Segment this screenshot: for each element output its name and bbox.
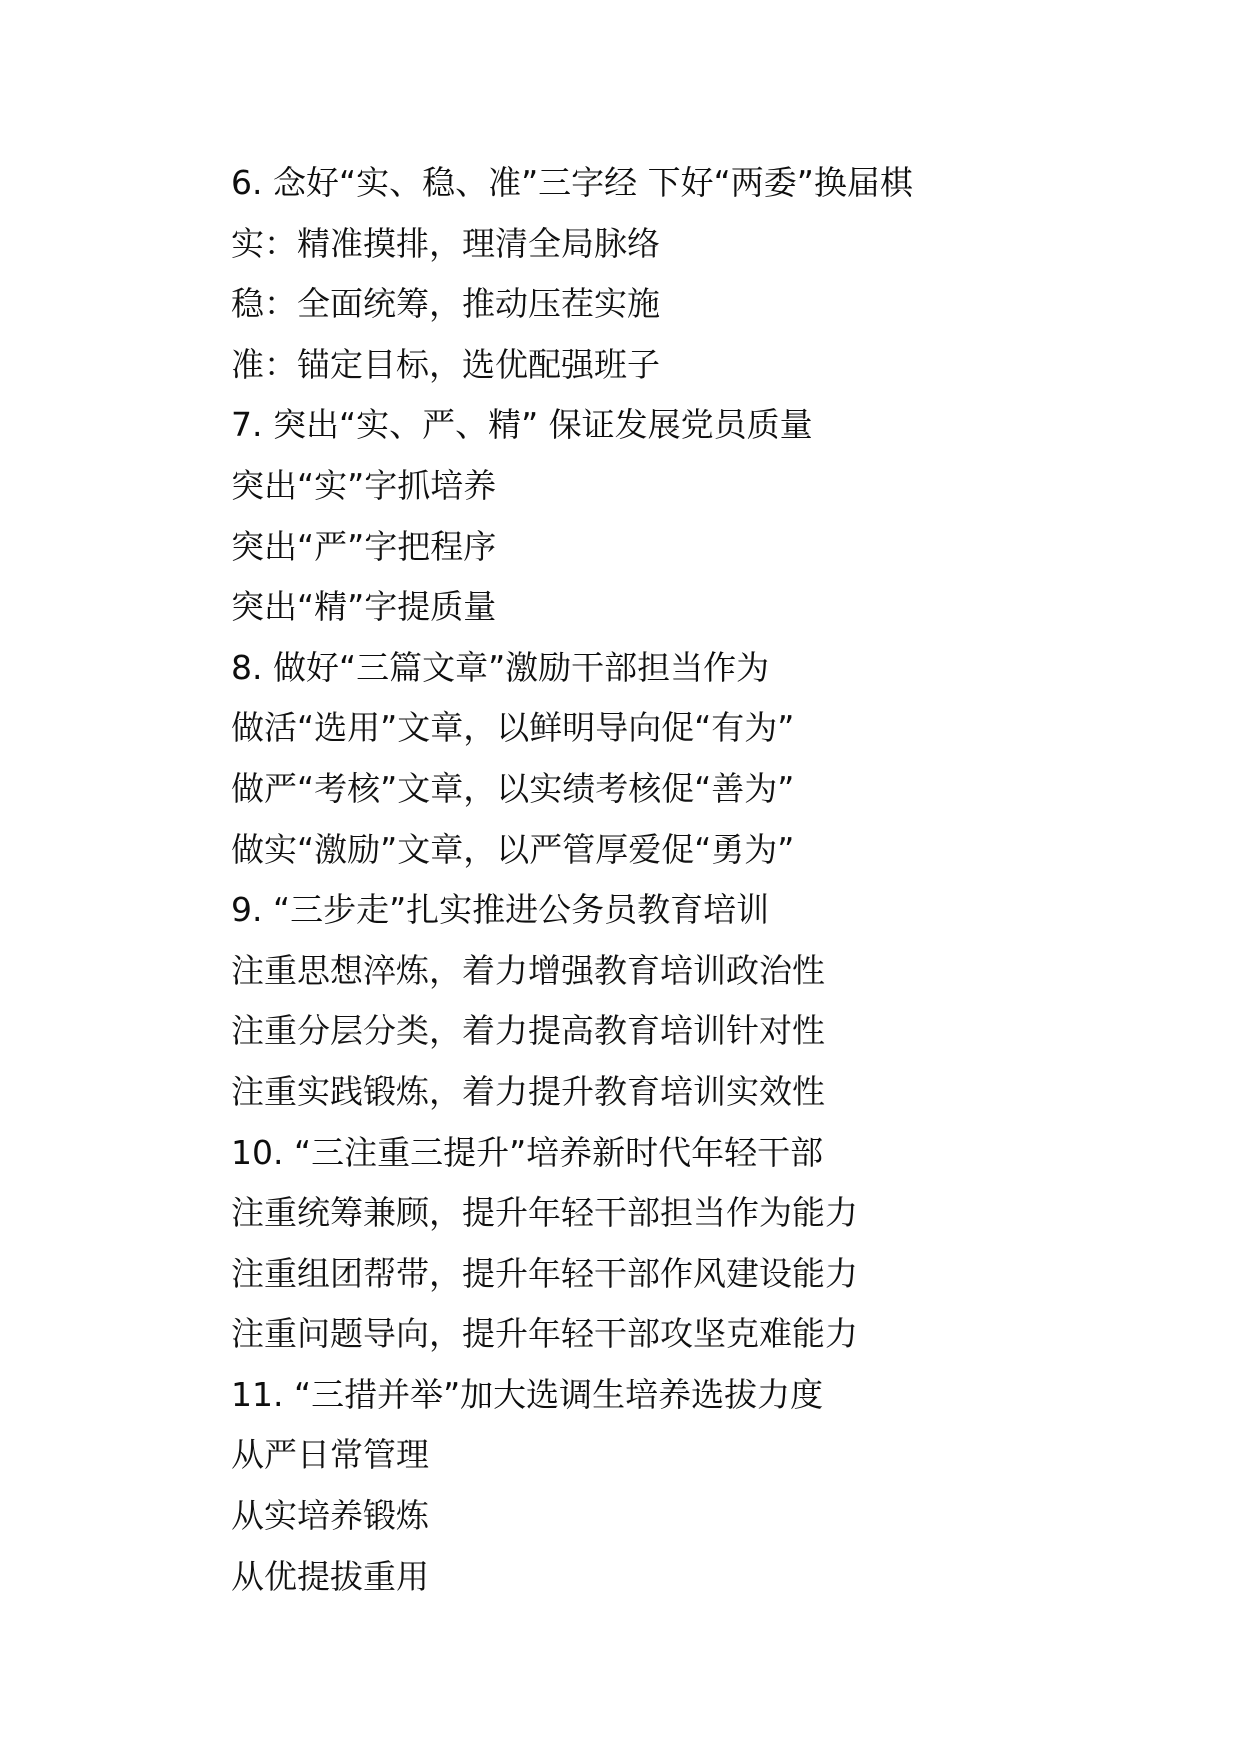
section-6-item-1: 实：精准摸排，理清全局脉络 — [231, 223, 660, 263]
section-7-item-2: 突出“严”字把程序 — [231, 526, 497, 566]
section-9-item-1: 注重思想淬炼，着力增强教育培训政治性 — [231, 950, 825, 990]
section-10-item-3: 注重问题导向，提升年轻干部攻坚克难能力 — [231, 1314, 858, 1354]
section-6-item-2: 稳：全面统筹，推动压茬实施 — [231, 284, 660, 324]
section-heading-7: 7. 突出“实、严、精” 保证发展党员质量 — [231, 405, 813, 445]
section-11-item-1: 从严日常管理 — [231, 1435, 429, 1475]
section-10-item-2: 注重组团帮带，提升年轻干部作风建设能力 — [231, 1253, 858, 1293]
section-7-item-1: 突出“实”字抓培养 — [231, 465, 497, 505]
document-body — [231, 153, 1131, 1607]
section-9-item-3: 注重实践锻炼，着力提升教育培训实效性 — [231, 1071, 825, 1111]
section-11-item-2: 从实培养锻炼 — [231, 1496, 429, 1536]
section-8-item-3: 做实“激励”文章，以严管厚爱促“勇为” — [231, 829, 795, 869]
section-heading-10: 10. “三注重三提升”培养新时代年轻干部 — [231, 1132, 824, 1172]
section-heading-9: 9. “三步走”扎实推进公务员教育培训 — [231, 890, 770, 930]
section-9-item-2: 注重分层分类，着力提高教育培训针对性 — [231, 1011, 825, 1051]
section-7-item-3: 突出“精”字提质量 — [231, 587, 497, 627]
section-10-item-1: 注重统筹兼顾，提升年轻干部担当作为能力 — [231, 1193, 858, 1233]
section-heading-6: 6. 念好“实、稳、准”三字经 下好“两委”换届棋 — [231, 163, 913, 202]
section-11-item-3: 从优提拔重用 — [231, 1556, 429, 1596]
section-6-item-3: 准：锚定目标，选优配强班子 — [231, 344, 660, 384]
section-8-item-2: 做严“考核”文章，以实绩考核促“善为” — [231, 768, 795, 808]
section-heading-8: 8. 做好“三篇文章”激励干部担当作为 — [231, 647, 770, 687]
section-heading-11: 11. “三措并举”加大选调生培养选拔力度 — [231, 1374, 824, 1414]
section-8-item-1: 做活“选用”文章，以鲜明导向促“有为” — [231, 708, 795, 748]
